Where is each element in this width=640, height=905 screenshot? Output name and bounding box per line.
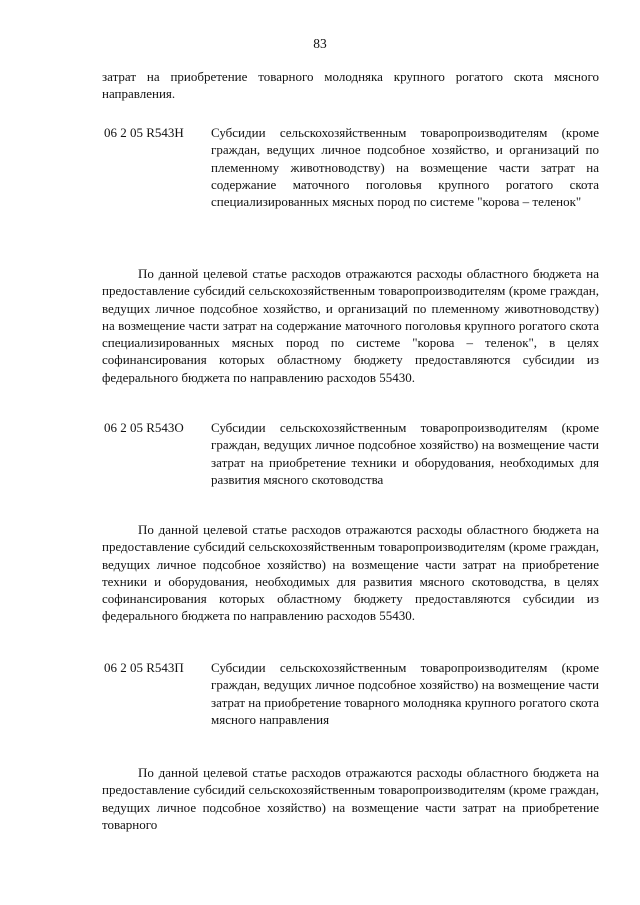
entry-title: Субсидии сельскохозяйственным товаропроизводителям (кроме граждан, ведущих личное подсобное хозяйство) на возмещение части затрат на приобретение товарного молодняка крупного рогатого скота мясного направления: [211, 660, 599, 727]
entry-code: 06 2 05 R543О: [104, 420, 184, 435]
entry-code: 06 2 05 R543П: [104, 660, 184, 675]
entry-title: Субсидии сельскохозяйственным товаропроизводителям (кроме граждан, ведущих личное подсобное хозяйство, и организаций по племенному животноводству) на возмещение части затрат на содержание маточного поголовья крупного рогатого скота специализированных мясных пород по системе "корова – теленок": [211, 125, 599, 210]
entry-description: По данной целевой статье расходов отражаются расходы областного бюджета на предоставление субсидий сельскохозяйственным товаропроизводителям (кроме граждан, ведущих личное подсобное хозяйство) на возмещение части затрат на приобретение техники и оборудования, необходимых для развития мясного скотоводства, в целях софинансирования которых областному бюджету предоставляются субсидии из федерального бюджета по направлению расходов 55430.: [102, 522, 599, 624]
page-number: 83: [313, 36, 327, 51]
entry-title: Субсидии сельскохозяйственным товаропроизводителям (кроме граждан, ведущих личное подсобное хозяйство) на возмещение части затрат на приобретение техники и оборудования, необходимых для развития мясного скотоводства: [211, 420, 599, 487]
intro-paragraph: затрат на приобретение товарного молодняка крупного рогатого скота мясного направления.: [102, 69, 599, 102]
entry-description: По данной целевой статье расходов отражаются расходы областного бюджета на предоставление субсидий сельскохозяйственным товаропроизводителям (кроме граждан, ведущих личное подсобное хозяйство, и организаций по племенному животноводству) на возмещение части затрат на содержание маточного поголовья крупного рогатого скота специализированных мясных пород по системе "корова – теленок", в целях софинансирования которых областному бюджету предоставляются субсидии из федерального бюджета по направлению расходов 55430.: [102, 266, 599, 385]
entry-code: 06 2 05 R543Н: [104, 125, 184, 140]
entry-description: По данной целевой статье расходов отражаются расходы областного бюджета на предоставление субсидий сельскохозяйственным товаропроизводителям (кроме граждан, ведущих личное подсобное хозяйство) на возмещение части затрат на приобретение товарного: [102, 765, 599, 832]
